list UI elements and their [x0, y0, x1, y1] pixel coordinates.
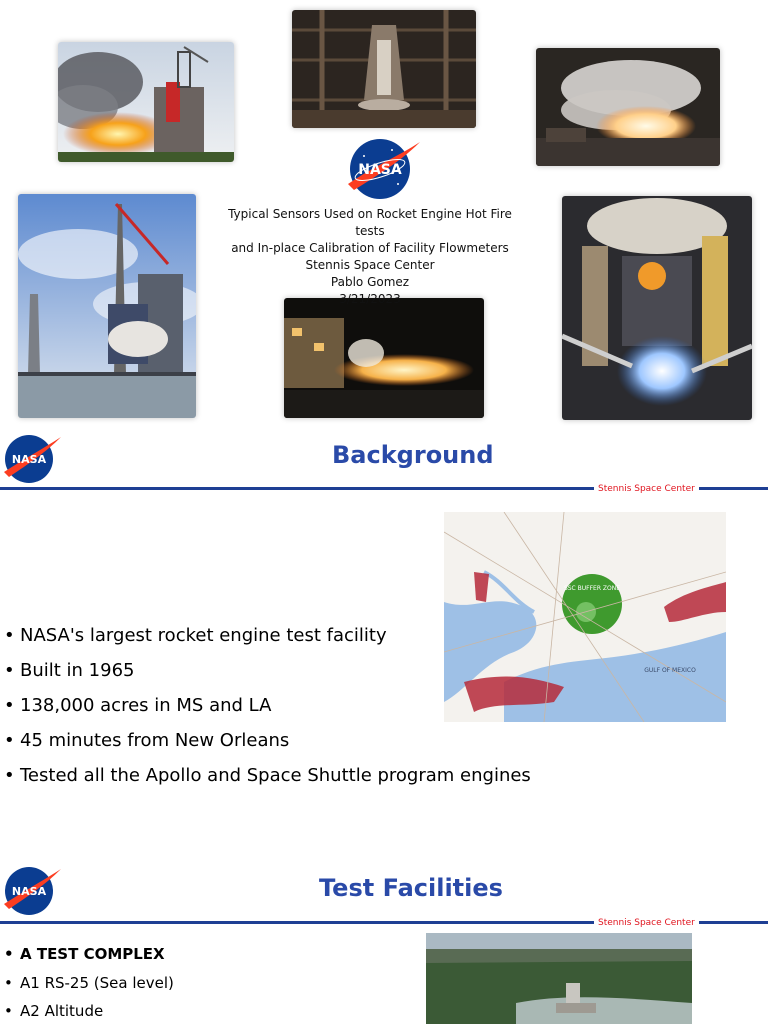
footer-center-label: Stennis Space Center [594, 918, 699, 928]
list-item: • Tested all the Apollo and Space Shuttle program engines [4, 758, 624, 793]
footer-center-label: Stennis Space Center [594, 484, 699, 494]
photo-engine-in-stand [292, 10, 476, 128]
title-slide [0, 0, 768, 428]
map-buffer-label: SSC BUFFER ZONE [563, 585, 621, 592]
list-item: • 138,000 acres in MS and LA [4, 688, 624, 723]
nasa-logo-wordmark: NASA [358, 162, 402, 178]
aerial-photo [426, 933, 692, 1024]
photo-night-plume [536, 48, 720, 166]
subtitle-line: Pablo Gomez [330, 275, 410, 289]
nasa-logo [2, 432, 62, 484]
slide-title: Test Facilities [319, 874, 503, 902]
list-item: • A TEST COMPLEX [4, 940, 404, 969]
slide-title: Background [332, 441, 494, 469]
nasa-logo-wordmark: NASA [11, 885, 47, 898]
subtitle-line: Typical Sensors Used on Rocket Engine Hot Fire tests [228, 207, 512, 238]
photo-engine-nozzle [562, 196, 752, 420]
list-item: • Built in 1965 [4, 653, 624, 688]
nasa-logo [2, 864, 62, 916]
list-item: • A2 Altitude [4, 997, 404, 1024]
background-slide [0, 428, 768, 860]
list-item: • A1 RS-25 (Sea level) [4, 969, 404, 998]
list-item: • NASA's largest rocket engine test facility [4, 618, 624, 653]
title-text-block [220, 206, 520, 308]
nasa-logo-wordmark: NASA [11, 453, 47, 466]
subtitle-line: and In-place Calibration of Facility Flowmeters [231, 241, 509, 255]
nasa-logo [344, 136, 422, 200]
list-item: • 45 minutes from New Orleans [4, 723, 624, 758]
bullet-list [4, 618, 624, 793]
subtitle-line: Stennis Space Center [305, 258, 435, 272]
bullet-list [4, 940, 404, 1024]
map-gulf-label: GULF OF MEXICO [644, 667, 696, 674]
photo-test-stand-firing [58, 42, 234, 162]
photo-test-stand-sky [18, 194, 196, 418]
subtitle-line: 3/21/2023 [339, 292, 401, 306]
photo-night-facility [284, 298, 484, 418]
test-facilities-slide [0, 860, 768, 1024]
